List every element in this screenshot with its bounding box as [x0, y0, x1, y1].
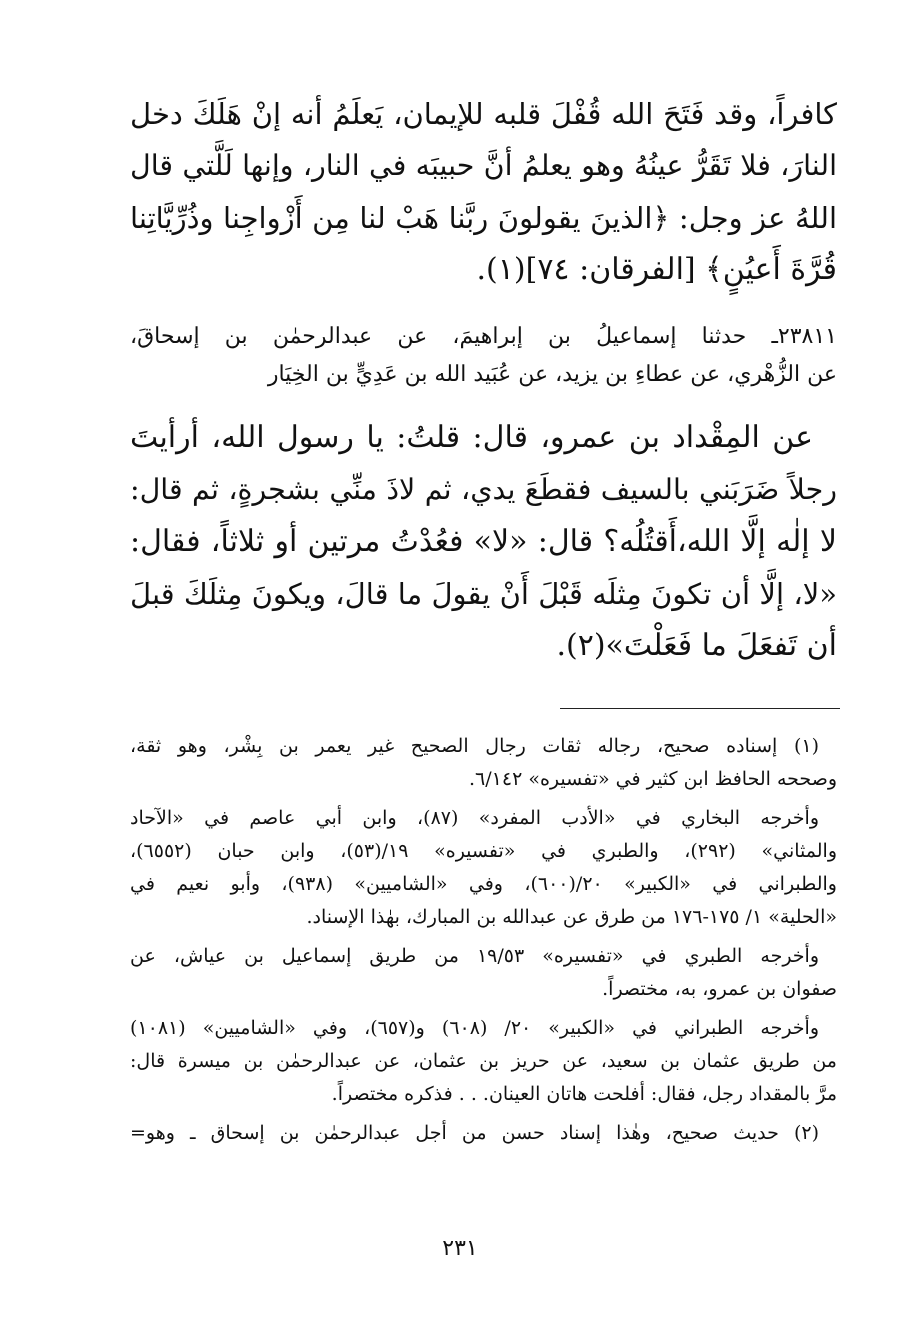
isnad-line: عن الزُّهْري، عن عطاءِ بن يزيد، عن عُبَيد الله بن عَدِيٍّ بن الخِيَار: [267, 362, 837, 387]
footnotes: [130, 730, 837, 1150]
text-line: لا إلٰه إلَّا الله،أَقتُلُه؟ قال: «لا» فعُدْتُ مرتين أو ثلاثاً، فقال:: [130, 524, 837, 559]
text-line: اللهُ عز وجل: ﴿الذينَ يقولونَ ربَّنا هَبْ لنا مِن أَزْواجِنا وذُرِّيَّاتِنا: [130, 201, 837, 235]
footnote-line: والطبراني في «الكبير» ٢٠/(٦٠٠)، وفي «الشاميين» (٩٣٨)، وأبو نعيم في: [130, 873, 837, 895]
footnote-line: «الحلية» ١/ ١٧٥-١٧٦ من طرق عن عبدالله بن المبارك، بهٰذا الإسناد.: [306, 906, 837, 928]
footnote-line: (٢) حديث صحيح، وهٰذا إسناد حسن من أجل عبدالرحمٰن بن إسحاق ـ وهو=: [130, 1122, 819, 1144]
footnote-line: وصححه الحافظ ابن كثير في «تفسيره» ٦/١٤٢.: [469, 768, 837, 790]
footnote-line: من طريق عثمان بن سعيد، عن حريز بن عثمان، عن عبدالرحمٰن بن ميسرة قال:: [130, 1050, 837, 1072]
page-number: ٢٣١: [442, 1236, 478, 1261]
footnote-line: وأخرجه البخاري في «الأدب المفرد» (٨٧)، وابن أبي عاصم في «الآحاد: [130, 807, 819, 829]
footnote-1-takhrij-c: [130, 1012, 837, 1111]
text-line: عن المِقْداد بن عمرو، قال: قلتُ: يا رسول الله، أرأيتَ: [130, 420, 813, 455]
footnote-separator: [560, 708, 840, 709]
text-line: كافراً، وقد فَتَحَ الله قُفْلَ قلبه للإيمان، يَعلَمُ أنه إنْ هَلَكَ دخل: [130, 97, 837, 131]
text-line: أن تَفعَلَ ما فَعَلْتَ»(٢).: [556, 628, 837, 663]
footnote-2: [130, 1117, 837, 1150]
hadith-isnad: [130, 318, 837, 394]
footnote-line: وأخرجه الطبري في «تفسيره» ١٩/٥٣ من طريق إسماعيل بن عياش، عن: [130, 945, 819, 967]
footnote-line: صفوان بن عمرو، به، مختصراً.: [602, 978, 837, 1000]
main-text-continuation: [130, 88, 837, 296]
text-line: «لا، إلَّا أن تكونَ مِثلَه قَبْلَ أَنْ يقولَ ما قالَ، ويكونَ مِثلَكَ قبلَ: [130, 577, 837, 611]
isnad-line: ٢٣٨١١ـ حدثنا إسماعيلُ بن إبراهيمَ، عن عبدالرحمٰن بن إسحاقَ،: [130, 324, 837, 349]
footnote-1: [130, 730, 837, 796]
footnote-line: (١) إسناده صحيح، رجاله ثقات رجال الصحيح غير يعمر بن بِشْر، وهو ثقة،: [130, 735, 819, 757]
text-line: النارَ، فلا تَقَرُّ عينُهُ وهو يعلمُ أنَّ حبيبَه في النار، وإنها لَلَّتي قال: [130, 149, 837, 182]
hadith-matn: [130, 412, 837, 672]
footnote-1-takhrij-b: [130, 940, 837, 1006]
text-line: رجلاً ضَرَبَني بالسيف فقطَعَ يدي، ثم لاذَ منِّي بشجرةٍ، ثم قال:: [130, 473, 838, 506]
footnote-line: وأخرجه الطبراني في «الكبير» ٢٠/ (٦٠٨) و(٦٥٧)، وفي «الشاميين» (١٠٨١): [130, 1017, 820, 1039]
text-line: قُرَّةَ أَعيُنٍ﴾ [الفرقان: ٧٤](١).: [476, 252, 837, 287]
footnote-1-takhrij-a: [130, 802, 837, 934]
footnote-line: مرَّ بالمقداد رجل، فقال: أفلحت هاتان العينان. . . فذكره مختصراً.: [331, 1083, 837, 1105]
footnote-line: والمثاني» (٢٩٢)، والطبري في «تفسيره» ١٩/(٥٣)، وابن حبان (٦٥٥٢)،: [130, 840, 838, 862]
